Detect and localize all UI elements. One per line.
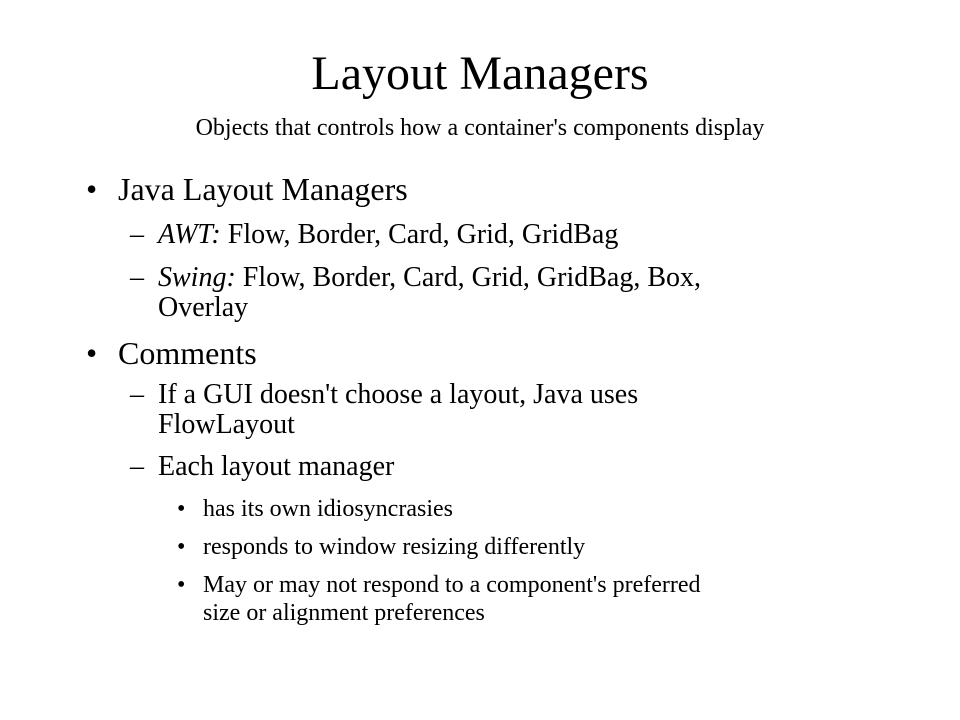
subbullet-line: FlowLayout <box>158 409 295 440</box>
subsubbullet-line: May or may not respond to a component's preferred <box>203 572 701 598</box>
bullet-text: Comments <box>118 335 257 371</box>
subbullet-line: Flow, Border, Card, Grid, GridBag, Box, <box>242 262 702 293</box>
dash-marker: – <box>130 451 144 482</box>
dash-marker: – <box>130 262 144 293</box>
dash-marker: – <box>130 379 144 410</box>
bullet-marker: • <box>177 496 186 522</box>
subsubbullet-line: responds to window resizing differently <box>203 534 586 560</box>
subsubbullet-line: has its own idiosyncrasies <box>203 496 453 522</box>
subbullet-text <box>158 264 701 292</box>
subbullet-prefix: AWT: <box>158 219 221 250</box>
subsubbullet-line: size or alignment preferences <box>203 600 485 626</box>
bullet-marker: • <box>86 171 98 207</box>
bullet-marker: • <box>177 572 186 598</box>
subbullet-line: Overlay <box>158 292 249 323</box>
dash-marker: – <box>130 219 144 250</box>
bullet-marker: • <box>86 335 98 371</box>
slide-subtitle: Objects that controls how a container's components display <box>195 115 765 141</box>
subbullet-line: If a GUI doesn't choose a layout, Java uses <box>158 379 639 410</box>
subbullet-line: Each layout manager <box>158 451 395 482</box>
subbullet-text <box>158 221 618 249</box>
bullet-text: Java Layout Managers <box>118 171 408 207</box>
bullet-marker: • <box>177 534 186 560</box>
subbullet-line: Flow, Border, Card, Grid, GridBag <box>227 219 619 250</box>
subbullet-prefix: Swing: <box>158 262 236 293</box>
slide-title: Layout Managers <box>311 47 649 100</box>
